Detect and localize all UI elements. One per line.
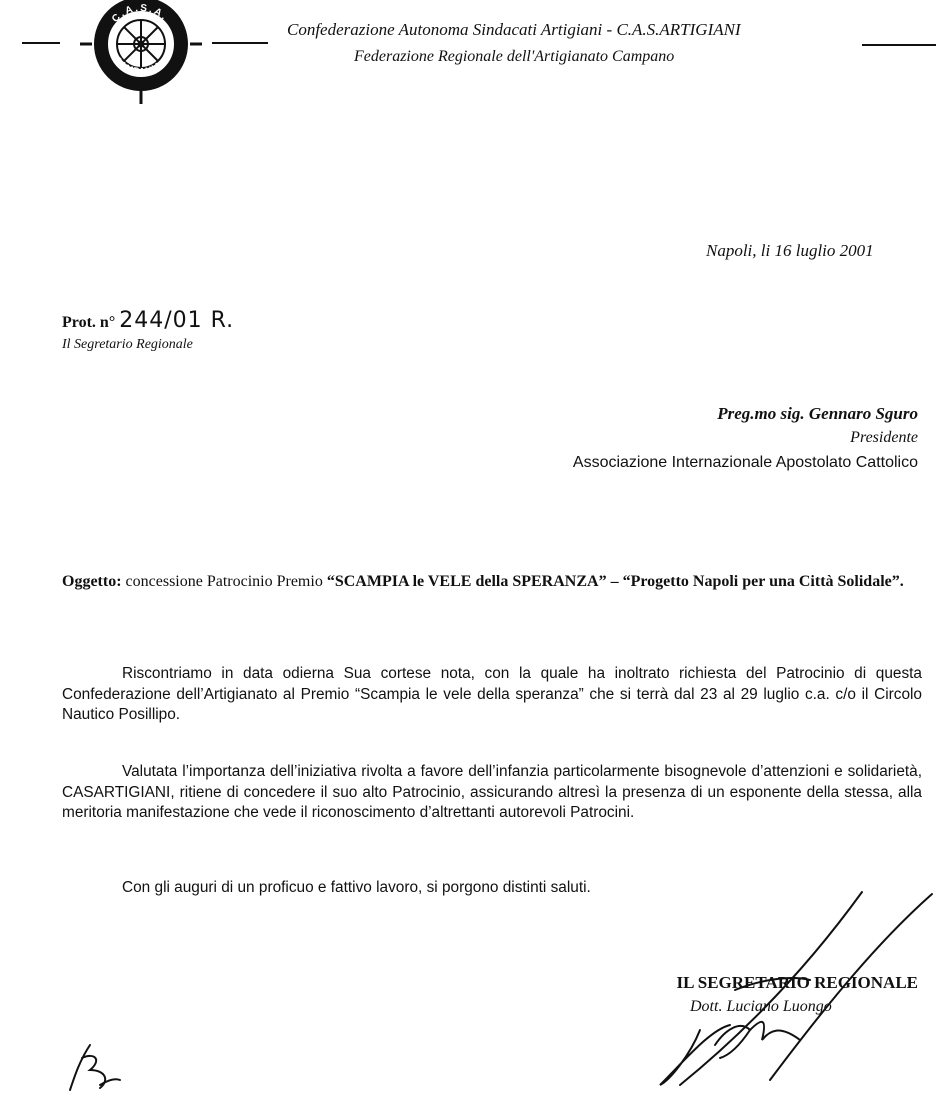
signatory-name: Dott. Luciano Luongo [690, 998, 832, 1015]
handwritten-initials [60, 1040, 130, 1096]
recipient-name: Preg.mo sig. Gennaro Sguro [717, 404, 918, 423]
body-paragraph: Valutata l’importanza dell’iniziativa rivolta a favore dell’infanzia particolarmente bisognevole d’attenzioni e solidarietà, CASARTIGIANI, ritiene di concedere il suo alto Patrocinio, assicurando altresì la presenza di un esponente della stessa, alla meritoria manifestazione che vede il riconoscimento d’altrettanti autorevoli Patrocini. [62, 763, 922, 821]
recipient-role: Presidente [850, 429, 918, 446]
protocol-label: Prot. n° [62, 314, 116, 331]
body-paragraph: Riscontriamo in data odierna Sua cortese nota, con la quale ha inoltrato richiesta del Patrocinio di questa Confederazione dell’Artigianato al Premio “Scampia le vele della speranza” che si terrà dal 23 al 29 luglio c.a. c/o il Circolo Nautico Posillipo. [62, 665, 922, 723]
subject-label: Oggetto: [62, 573, 122, 590]
subject-text-plain: concessione Patrocinio Premio [121, 573, 327, 590]
body-paragraph: Con gli auguri di un proficuo e fattivo lavoro, si porgono distinti saluti. [122, 879, 591, 896]
organization-name: Confederazione Autonoma Sindacati Artigiani - C.A.S.ARTIGIANI [287, 20, 741, 39]
logo-top-text: C.A.S.A. [109, 2, 171, 25]
signatory-title: IL SEGRETARIO REGIONALE [676, 973, 918, 992]
protocol-line [62, 308, 234, 333]
header-rule-left-inner [212, 42, 268, 44]
logo-bottom-text: CAMPANIA [112, 54, 165, 77]
federation-name: Federazione Regionale dell'Artigianato Campano [354, 48, 675, 65]
handwritten-signature [640, 880, 936, 1096]
header-rule-right [862, 44, 936, 46]
subject-text-bold: “SCAMPIA le VELE della SPERANZA” – “Progetto Napoli per una Città Solidale”. [326, 573, 904, 590]
header-rule-left [22, 42, 60, 44]
protocol-office: Il Segretario Regionale [62, 337, 193, 352]
ships-wheel-logo-icon [78, 0, 208, 108]
recipient-association: Associazione Internazionale Apostolato Cattolico [572, 454, 918, 471]
organization-logo [78, 0, 208, 108]
protocol-number: 244/01 R. [119, 308, 235, 333]
subject-line [62, 570, 922, 593]
date-line: Napoli, li 16 luglio 2001 [706, 241, 874, 260]
